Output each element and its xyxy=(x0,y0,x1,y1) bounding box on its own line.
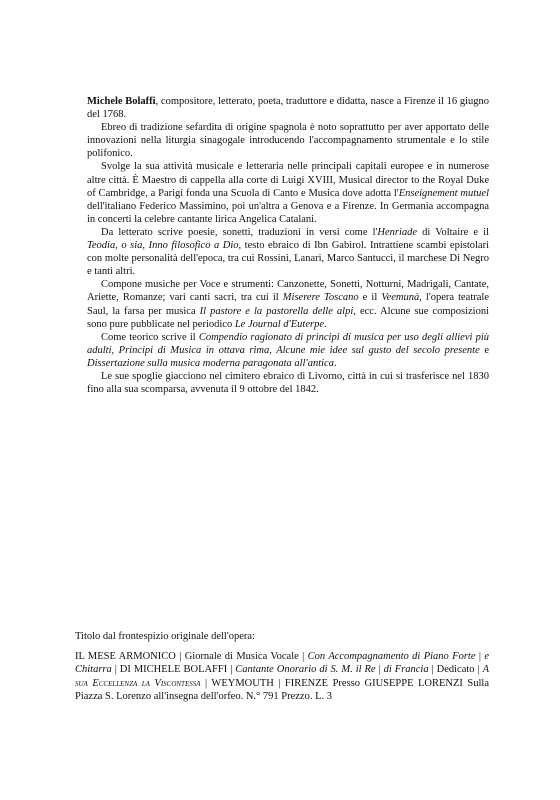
paragraph-literary: Da letterato scrive poesie, sonetti, traduzioni in versi come l'Henriade di Voltaire e il Teodia, o sia, Inno filosofico a Dio, testo ebraico di Ibn Gabirol. Intrattiene scambi epistolari con molte personalità dell'epoca, tra cui Rossini, Lanari, Marco Santucci, il marchese Di Negro e tanti altri. xyxy=(87,226,489,278)
paragraph-career: Svolge la sua attività musicale e letteraria nelle principali capitali europee e in numerose altre città. È Maestro di cappella alla corte di Luigi XVIII, Musical director to the Royal Duke of Cambridge, a Parigi fonda una Scuola di Canto e Musica dove adotta l'Enseignement mutuel dell'italiano Federico Massimino, poi un'altra a Genova e a Firenze. In Germania accompagna in concerti la celebre cantante lirica Angelica Catalani. xyxy=(87,161,489,225)
frontispiece-label: Titolo dal frontespizio originale dell'opera: xyxy=(75,631,255,642)
biography-section xyxy=(87,95,489,396)
paragraph-compositions: Compone musiche per Voce e strumenti: Canzonette, Sonetti, Notturni, Madrigali, Cantate, Ariette, Romanze; vari canti sacri, tra cui il Miserere Toscano e il Veemunà, l'opera teatrale Saul, la farsa per musica Il pastore e la pastorella delle alpi, ecc. Alcune sue composizioni sono pure pubblicate nel periodico Le Journal d'Euterpe. xyxy=(87,279,490,330)
paragraph-origins: Ebreo di tradizione sefardita di origine spagnola è noto soprattutto per aver apportato delle innovazioni nella liturgia sinagogale introducendo l'accompagnamento strumentale e lo stile polifonico. xyxy=(87,122,489,160)
composer-name: Michele Bolaffi xyxy=(87,96,156,107)
frontispiece-title: IL MESE ARMONICO | Giornale di Musica Vocale | Con Accompagnamento di Piano Forte | e Chitarra | DI MICHELE BOLAFFI | Cantante Onorario di S. M. il Re | di Francia | Dedicato | A sua Eccellenza la Viscontessa | WEYMOUTH | FIRENZE Presso GIUSEPPE LORENZI Sulla Piazza S. Lorenzo all'insegna dell'orfeo. N.° 791 Prezzo. L. 3 xyxy=(75,651,490,703)
paragraph-theory: Come teorico scrive il Compendio ragionato di principi di musica per uso degli allievi più adulti, Principi di Musica in ottava rima, Alcune mie idee sul gusto del secolo presente e Dissertazione sulla musica moderna paragonata all'antica. xyxy=(87,331,489,369)
paragraph-death: Le sue spoglie giacciono nel cimitero ebraico di Livorno, città in cui si trasferisce nel 1830 fino alla sua scomparsa, avvenuta il 9 ottobre del 1842. xyxy=(87,370,489,396)
paragraph-intro: Michele Bolaffi, compositore, letterato, poeta, traduttore e didatta, nasce a Firenze il 16 giugno del 1768. xyxy=(87,96,489,121)
